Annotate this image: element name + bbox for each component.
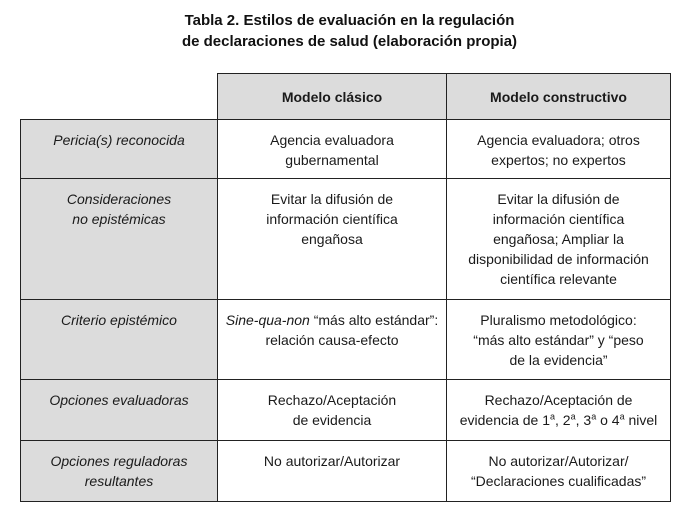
row-label-line: Opciones evaluadoras	[49, 392, 189, 408]
cell-line: Agencia evaluadora	[270, 132, 394, 148]
cell-classic-pericia	[218, 120, 447, 179]
cell-line	[453, 410, 664, 430]
table-row	[21, 380, 671, 441]
cell-classic-consideraciones	[218, 179, 447, 300]
row-label-line: resultantes	[84, 473, 154, 489]
row-label-opciones-evaluadoras	[21, 380, 218, 441]
ordinal-superscript: a	[550, 411, 556, 422]
cell-line: “Declaraciones cualificadas”	[470, 473, 647, 489]
caption-line-2: de declaraciones de salud (elaboración propia)	[181, 33, 518, 50]
table-row	[21, 300, 671, 380]
cell-line: científica relevante	[500, 271, 617, 287]
cell-line: engañosa; Ampliar la	[493, 231, 624, 247]
cell-text: nivel	[624, 412, 658, 428]
cell-constructive-consideraciones	[447, 179, 671, 300]
cell-line: información científica	[492, 211, 625, 227]
table-row	[21, 441, 671, 502]
table-caption	[0, 10, 699, 52]
ordinal-superscript: a	[591, 411, 597, 422]
cell-line: gubernamental	[285, 152, 379, 168]
cell-line: Pluralismo metodológico:	[480, 312, 637, 328]
table-row	[21, 179, 671, 300]
cell-line: “más alto estándar” y “peso	[473, 332, 644, 348]
row-label-consideraciones	[21, 179, 218, 300]
ordinal-superscript: a	[619, 411, 625, 422]
cell-constructive-pericia	[447, 120, 671, 179]
evaluation-styles-table	[20, 73, 671, 502]
row-label-line: Criterio epistémico	[61, 312, 177, 328]
header-constructive-model: Modelo constructivo	[447, 74, 671, 120]
cell-classic-opciones-evaluadoras	[218, 380, 447, 441]
cell-line: Evitar la difusión de	[270, 191, 394, 207]
cell-classic-criterio	[218, 300, 447, 380]
cell-line: engañosa	[301, 231, 363, 247]
cell-line: Rechazo/Aceptación	[267, 392, 397, 408]
cell-text: , 2	[555, 412, 571, 428]
cell-line: Evitar la difusión de	[497, 191, 620, 207]
row-label-pericia	[21, 120, 218, 179]
header-classic-model: Modelo clásico	[218, 74, 447, 120]
cell-text: evidencia de 1	[459, 412, 551, 428]
cell-text: o 4	[596, 412, 620, 428]
cell-constructive-opciones-reguladoras	[447, 441, 671, 502]
cell-line: No autorizar/Autorizar	[263, 453, 401, 469]
cell-constructive-opciones-evaluadoras	[447, 380, 671, 441]
cell-text: , 3	[575, 412, 592, 428]
row-label-line: Opciones reguladoras	[50, 453, 188, 469]
row-label-criterio	[21, 300, 218, 380]
cell-line: Rechazo/Aceptación de	[484, 392, 633, 408]
cell-line: información científica	[266, 211, 398, 227]
cell-line: disponibilidad de información	[468, 251, 649, 267]
cell-line: de evidencia	[292, 412, 372, 428]
header-row	[21, 74, 671, 120]
row-label-line: no epistémicas	[72, 211, 166, 227]
header-blank-cell	[21, 74, 218, 120]
cell-line: Agencia evaluadora; otros	[477, 132, 640, 148]
cell-line	[224, 310, 440, 330]
cell-line: relación causa-efecto	[265, 332, 399, 348]
cell-text: “más alto estándar”:	[309, 312, 439, 328]
row-label-opciones-reguladoras	[21, 441, 218, 502]
cell-line: expertos; no expertos	[491, 152, 626, 168]
row-label-line: Consideraciones	[66, 191, 172, 207]
caption-line-1: Tabla 2. Estilos de evaluación en la regulación	[184, 12, 515, 29]
cell-classic-opciones-reguladoras	[218, 441, 447, 502]
sine-qua-non-text: Sine-qua-non	[225, 312, 310, 328]
table-row	[21, 120, 671, 179]
cell-constructive-criterio	[447, 300, 671, 380]
cell-line: de la evidencia”	[509, 352, 608, 368]
cell-line: No autorizar/Autorizar/	[488, 453, 629, 469]
ordinal-superscript: a	[570, 411, 576, 422]
row-label-line: Pericia(s) reconocida	[53, 132, 185, 148]
